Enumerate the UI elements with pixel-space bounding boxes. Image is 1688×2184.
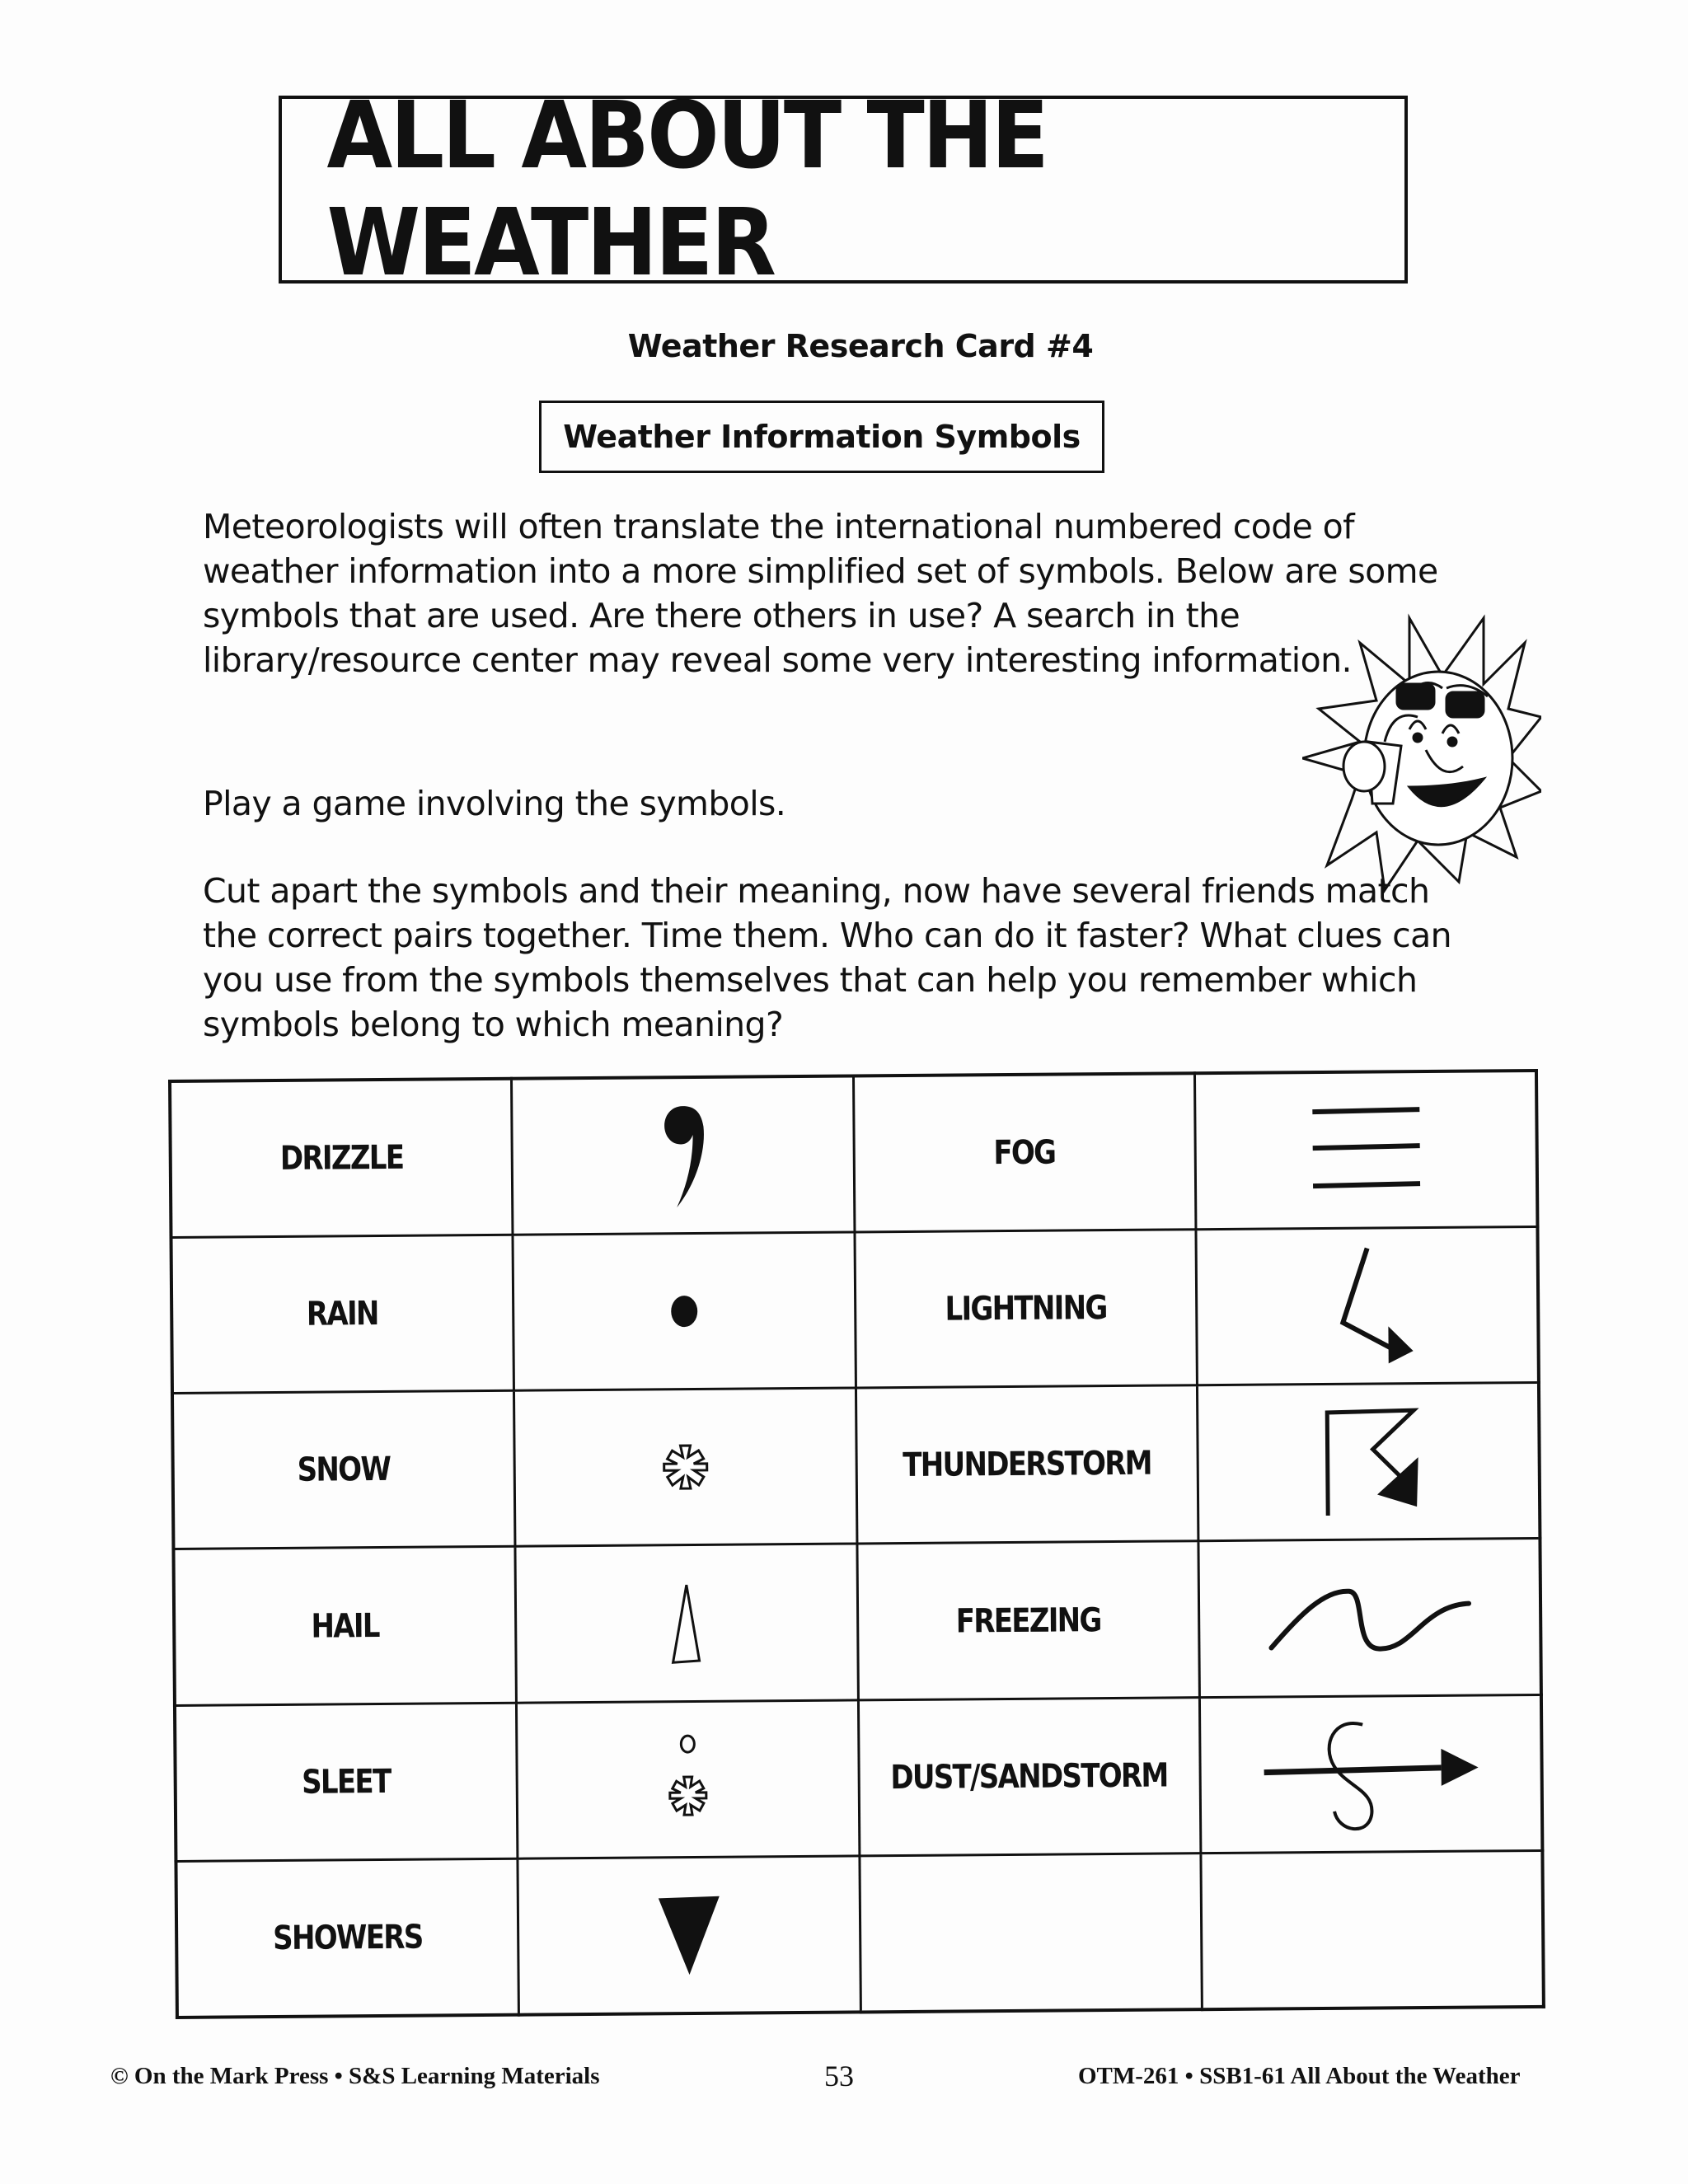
table-row bbox=[173, 1539, 1540, 1705]
symbol-label: FREEZING bbox=[856, 1541, 1199, 1699]
symbol-label: THUNDERSTORM bbox=[856, 1385, 1198, 1544]
table-row bbox=[175, 1694, 1542, 1861]
thunderstorm-flag-icon bbox=[1197, 1383, 1540, 1541]
comma-icon bbox=[512, 1076, 855, 1235]
symbol-label: SNOW bbox=[172, 1391, 515, 1549]
game-paragraph: Play a game involving the symbols. bbox=[203, 784, 786, 823]
symbol-label: LIGHTNING bbox=[854, 1230, 1197, 1388]
symbol-label: FOG bbox=[853, 1073, 1196, 1232]
table-row bbox=[172, 1383, 1540, 1549]
open-triangle-icon bbox=[515, 1544, 858, 1702]
three-lines-icon bbox=[1194, 1071, 1537, 1230]
symbol-label: HAIL bbox=[173, 1547, 516, 1705]
symbol-label: DUST/SANDSTORM bbox=[858, 1697, 1201, 1855]
s-arrow-icon bbox=[1199, 1694, 1542, 1853]
title-box bbox=[279, 82, 1408, 297]
intro-paragraph: Meteorologists will often translate the international numbered code of weather information into a more simplified set of symbols. Below are some symbols that are used. Are there others in use? A search in the library/resource center may reveal some very interesting information. bbox=[203, 507, 1438, 680]
circle-over-asterisk-icon bbox=[516, 1700, 859, 1858]
symbol-label: RAIN bbox=[171, 1235, 514, 1393]
lightning-arrow-icon bbox=[1196, 1227, 1539, 1385]
table-row bbox=[170, 1071, 1537, 1238]
section-title: Weather Information Symbols bbox=[539, 401, 1104, 473]
symbol-label: DRIZZLE bbox=[170, 1079, 513, 1238]
wave-icon bbox=[1198, 1539, 1541, 1697]
empty-cell bbox=[1201, 1850, 1544, 2009]
symbol-label: SLEET bbox=[175, 1703, 518, 1861]
page-title: ALL ABOUT THE WEATHER bbox=[326, 82, 1048, 297]
symbols-table bbox=[168, 1069, 1545, 2019]
empty-cell bbox=[859, 1853, 1202, 2012]
sun-with-sunglasses-drink-icon bbox=[1302, 593, 1541, 898]
dot-icon bbox=[513, 1232, 856, 1390]
asterisk-icon bbox=[513, 1388, 856, 1546]
instructions-paragraph: Cut apart the symbols and their meaning, now have several friends match the correct pairs together. Time them. Who can do it faster? What clues can you use from the symbols themselves that can help you remember which symbols belong to which meaning? bbox=[203, 871, 1452, 1044]
card-title: Weather Research Card #4 bbox=[627, 328, 1094, 364]
table-row bbox=[171, 1227, 1539, 1394]
symbol-label: SHOWERS bbox=[176, 1858, 518, 2018]
table-row bbox=[176, 1850, 1543, 2018]
filled-down-triangle-icon bbox=[518, 1856, 860, 2015]
page-number: 53 bbox=[824, 2060, 854, 2093]
footer-copyright: © On the Mark Press • S&S Learning Materials bbox=[110, 2063, 600, 2089]
footer-series: OTM-261 • SSB1-61 All About the Weather bbox=[1078, 2063, 1521, 2089]
